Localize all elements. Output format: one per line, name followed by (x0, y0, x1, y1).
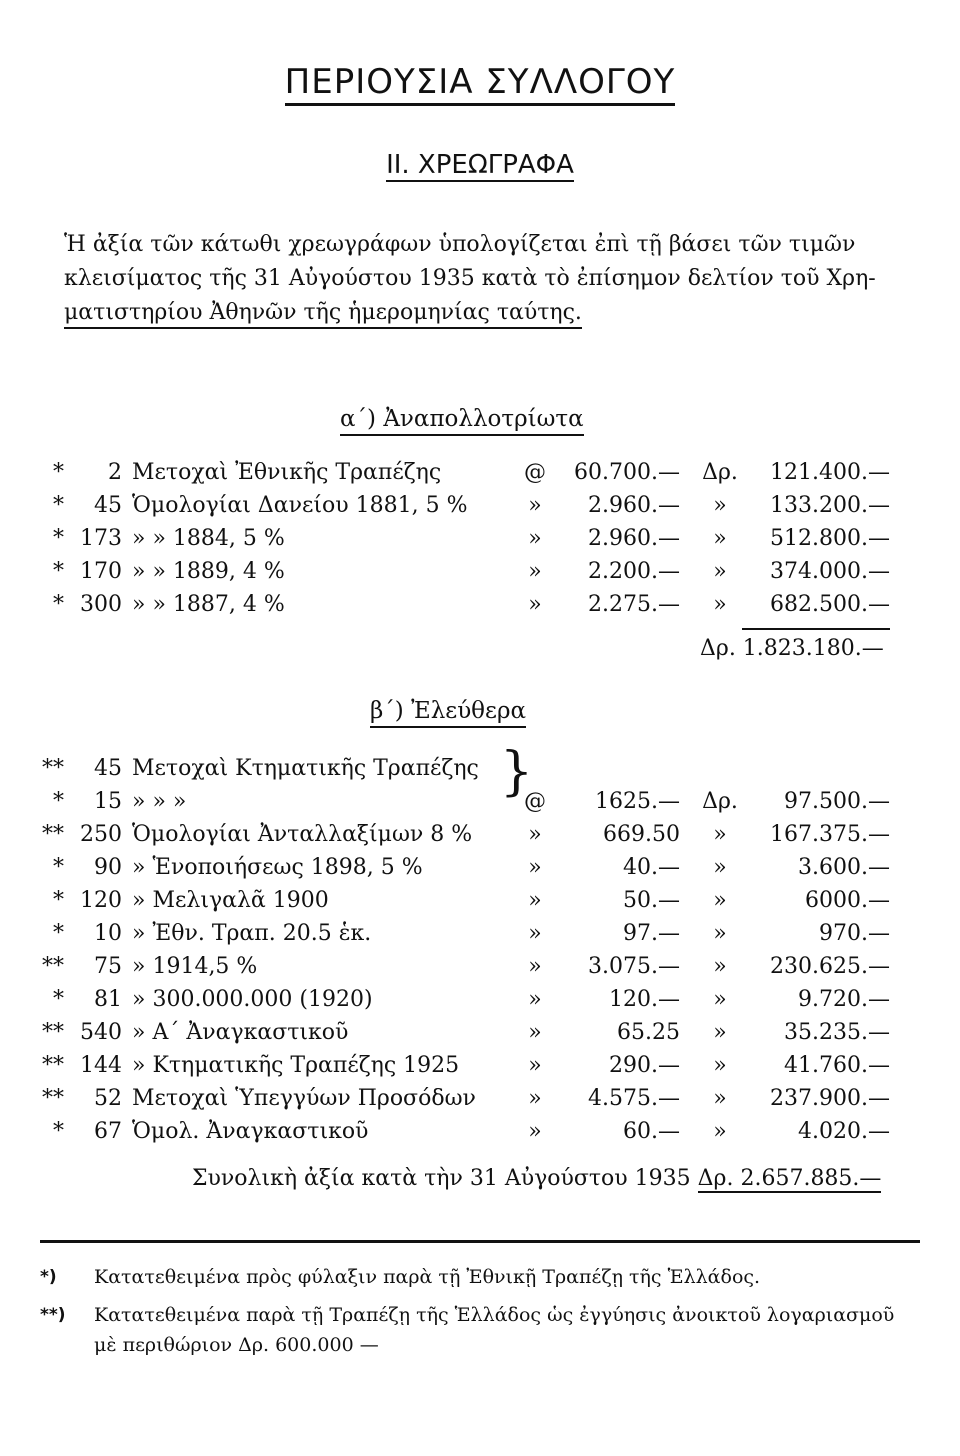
intro-line: ματιστηρίου Ἀθηνῶν τῆς ἡμερομηνίας ταύτης. (64, 299, 582, 329)
row-total: 3.600.— (798, 855, 890, 880)
row-at-sign: » (528, 987, 542, 1012)
row-currency: » (713, 987, 727, 1012)
table-row (0, 1053, 960, 1086)
row-currency: » (713, 1086, 727, 1111)
row-mark: ** (42, 822, 64, 847)
row-description: » Ἑνοποιήσεως 1898, 5 % (132, 855, 423, 880)
row-at-sign: » (528, 526, 542, 551)
row-unit-price: 2.275.— (588, 592, 680, 617)
row-at-sign: » (528, 921, 542, 946)
row-mark: * (53, 526, 64, 551)
row-at-sign: » (528, 1119, 542, 1144)
row-quantity: 173 (80, 526, 122, 551)
row-total: 133.200.— (770, 493, 890, 518)
row-description: » » » (132, 789, 187, 814)
intro-line: Ἡ ἀξία τῶν κάτωθι χρεωγράφων ὑπολογίζεται ἐπὶ τῇ βάσει τῶν τιμῶν (64, 232, 856, 257)
row-total: 230.625.— (770, 954, 890, 979)
table-row (0, 921, 960, 954)
row-total: 167.375.— (770, 822, 890, 847)
section-a-grand-total: Δρ. 1.823.180.— (700, 636, 884, 661)
table-row (0, 855, 960, 888)
table-row (0, 1119, 960, 1152)
section-b-heading: β΄) Ἐλεύθερα (370, 698, 526, 724)
footnote-divider (40, 1240, 920, 1243)
summary-value: Δρ. 2.657.885.— (697, 1166, 882, 1191)
row-at-sign: » (528, 1053, 542, 1078)
footnote (40, 1262, 920, 1292)
page-title: ΠΕΡΙΟΥΣΙΑ ΣΥΛΛΟΓΟΥ (0, 62, 960, 102)
row-total: 970.— (819, 921, 890, 946)
row-description: » Κτηματικῆς Τραπέζης 1925 (132, 1053, 460, 1078)
section-a-table (0, 460, 960, 625)
row-currency: » (713, 493, 727, 518)
summary-label: Συνολικὴ ἀξία κατὰ τὴν 31 Αὐγούστου 1935 (192, 1166, 691, 1191)
row-unit-price: 2.960.— (588, 493, 680, 518)
row-at-sign: » (528, 954, 542, 979)
row-unit-price: 1625.— (595, 789, 680, 814)
row-description: Ὁμολογίαι Δανείου 1881, 5 % (132, 493, 468, 518)
table-row (0, 888, 960, 921)
row-total: 682.500.— (770, 592, 890, 617)
row-total: 97.500.— (784, 789, 890, 814)
row-at-sign: » (528, 1020, 542, 1045)
table-row (0, 1086, 960, 1119)
row-mark: ** (42, 1020, 64, 1045)
footnote-text: Κατατεθειμένα παρὰ τῇ Τραπέζῃ τῆς Ἑλλάδος ὡς ἐγγύησις ἀνοικτοῦ λογαριασμοῦ μὲ περιθώριον Δρ. 600.000 — (94, 1304, 895, 1356)
row-currency: Δρ. (702, 789, 738, 814)
brace-bracket: } (500, 742, 534, 802)
row-currency: Δρ. (702, 460, 738, 485)
table-row (0, 954, 960, 987)
table-row (0, 756, 960, 789)
row-description: » » 1887, 4 % (132, 592, 285, 617)
row-quantity: 10 (94, 921, 122, 946)
row-unit-price: 60.— (623, 1119, 680, 1144)
row-total: 4.020.— (798, 1119, 890, 1144)
row-description: » Α΄ Ἀναγκαστικοῦ (132, 1020, 349, 1045)
row-description: Ὁμολ. Ἀναγκαστικοῦ (132, 1119, 369, 1144)
row-quantity: 15 (94, 789, 122, 814)
row-mark: ** (42, 1086, 64, 1111)
row-currency: » (713, 1119, 727, 1144)
row-description: » » 1889, 4 % (132, 559, 285, 584)
row-total: 237.900.— (770, 1086, 890, 1111)
row-currency: » (713, 526, 727, 551)
row-quantity: 2 (108, 460, 122, 485)
row-description: Μετοχαὶ Ὑπεγγύων Προσόδων (132, 1086, 476, 1111)
row-unit-price: 120.— (609, 987, 680, 1012)
row-unit-price: 2.200.— (588, 559, 680, 584)
row-at-sign: » (528, 1086, 542, 1111)
section-a-heading: α΄) Ἀναπολλοτρίωτα (340, 406, 584, 432)
row-total: 9.720.— (798, 987, 890, 1012)
row-unit-price: 60.700.— (574, 460, 680, 485)
table-row (0, 460, 960, 493)
row-total: 121.400.— (770, 460, 890, 485)
row-unit-price: 50.— (623, 888, 680, 913)
intro-line: κλεισίματος τῆς 31 Αὐγούστου 1935 κατὰ τὸ ἐπίσημον δελτίον τοῦ Χρη- (64, 266, 876, 291)
row-mark: * (53, 592, 64, 617)
row-currency: » (713, 592, 727, 617)
row-at-sign: @ (524, 460, 546, 485)
row-at-sign: » (528, 559, 542, 584)
row-mark: ** (42, 756, 64, 781)
row-mark: * (53, 789, 64, 814)
row-quantity: 67 (94, 1119, 122, 1144)
row-currency: » (713, 921, 727, 946)
row-quantity: 250 (80, 822, 122, 847)
row-total: 35.235.— (784, 1020, 890, 1045)
intro-paragraph (64, 228, 904, 330)
footnotes (40, 1262, 920, 1368)
row-currency: » (713, 822, 727, 847)
row-description: » Ἐθν. Τραπ. 20.5 ἑκ. (132, 921, 372, 946)
footnote (40, 1300, 920, 1360)
row-currency: » (713, 1020, 727, 1045)
row-unit-price: 4.575.— (588, 1086, 680, 1111)
row-at-sign: @ (524, 789, 546, 814)
row-unit-price: 669.50 (603, 822, 680, 847)
row-at-sign: » (528, 888, 542, 913)
row-currency: » (713, 954, 727, 979)
row-quantity: 120 (80, 888, 122, 913)
row-at-sign: » (528, 592, 542, 617)
row-mark: * (53, 888, 64, 913)
table-row (0, 493, 960, 526)
row-currency: » (713, 855, 727, 880)
section-subtitle: ΙΙ. ΧΡΕΩΓΡΑΦΑ (386, 150, 574, 180)
row-unit-price: 3.075.— (588, 954, 680, 979)
row-description: Μετοχαὶ Κτηματικῆς Τραπέζης (132, 756, 479, 781)
row-description: Ὁμολογίαι Ἀνταλλαξίμων 8 % (132, 822, 473, 847)
section-b-table (0, 756, 960, 1152)
row-quantity: 45 (94, 493, 122, 518)
row-total: 6000.— (805, 888, 890, 913)
table-row (0, 592, 960, 625)
row-mark: ** (42, 954, 64, 979)
footnote-mark: **) (40, 1305, 66, 1325)
row-unit-price: 40.— (623, 855, 680, 880)
footnote-mark: *) (40, 1267, 57, 1287)
row-total: 512.800.— (770, 526, 890, 551)
row-quantity: 90 (94, 855, 122, 880)
row-mark: * (53, 493, 64, 518)
row-mark: * (53, 559, 64, 584)
row-mark: * (53, 460, 64, 485)
row-total: 41.760.— (784, 1053, 890, 1078)
row-unit-price: 2.960.— (588, 526, 680, 551)
table-row (0, 1020, 960, 1053)
row-quantity: 300 (80, 592, 122, 617)
table-row (0, 789, 960, 822)
row-at-sign: » (528, 493, 542, 518)
row-quantity: 144 (80, 1053, 122, 1078)
row-description: » 1914,5 % (132, 954, 258, 979)
section-a-sum-rule (742, 628, 890, 630)
row-quantity: 52 (94, 1086, 122, 1111)
row-description: » » 1884, 5 % (132, 526, 285, 551)
table-row (0, 526, 960, 559)
row-mark: * (53, 855, 64, 880)
row-at-sign: » (528, 855, 542, 880)
table-row (0, 822, 960, 855)
row-mark: * (53, 1119, 64, 1144)
summary-line (192, 1166, 881, 1191)
row-at-sign: » (528, 822, 542, 847)
row-description: Μετοχαὶ Ἐθνικῆς Τραπέζης (132, 460, 442, 485)
row-unit-price: 290.— (609, 1053, 680, 1078)
row-quantity: 45 (94, 756, 122, 781)
row-mark: * (53, 987, 64, 1012)
row-currency: » (713, 888, 727, 913)
row-currency: » (713, 1053, 727, 1078)
row-mark: * (53, 921, 64, 946)
row-description: » Μελιγαλᾶ 1900 (132, 888, 329, 913)
row-currency: » (713, 559, 727, 584)
table-row (0, 987, 960, 1020)
row-unit-price: 65.25 (617, 1020, 680, 1045)
row-quantity: 81 (94, 987, 122, 1012)
row-total: 374.000.— (770, 559, 890, 584)
row-description: » 300.000.000 (1920) (132, 987, 373, 1012)
row-quantity: 170 (80, 559, 122, 584)
row-quantity: 540 (80, 1020, 122, 1045)
row-quantity: 75 (94, 954, 122, 979)
row-unit-price: 97.— (623, 921, 680, 946)
row-mark: ** (42, 1053, 64, 1078)
footnote-text: Κατατεθειμένα πρὸς φύλαξιν παρὰ τῇ Ἐθνικῇ Τραπέζῃ τῆς Ἑλλάδος. (94, 1266, 761, 1288)
table-row (0, 559, 960, 592)
